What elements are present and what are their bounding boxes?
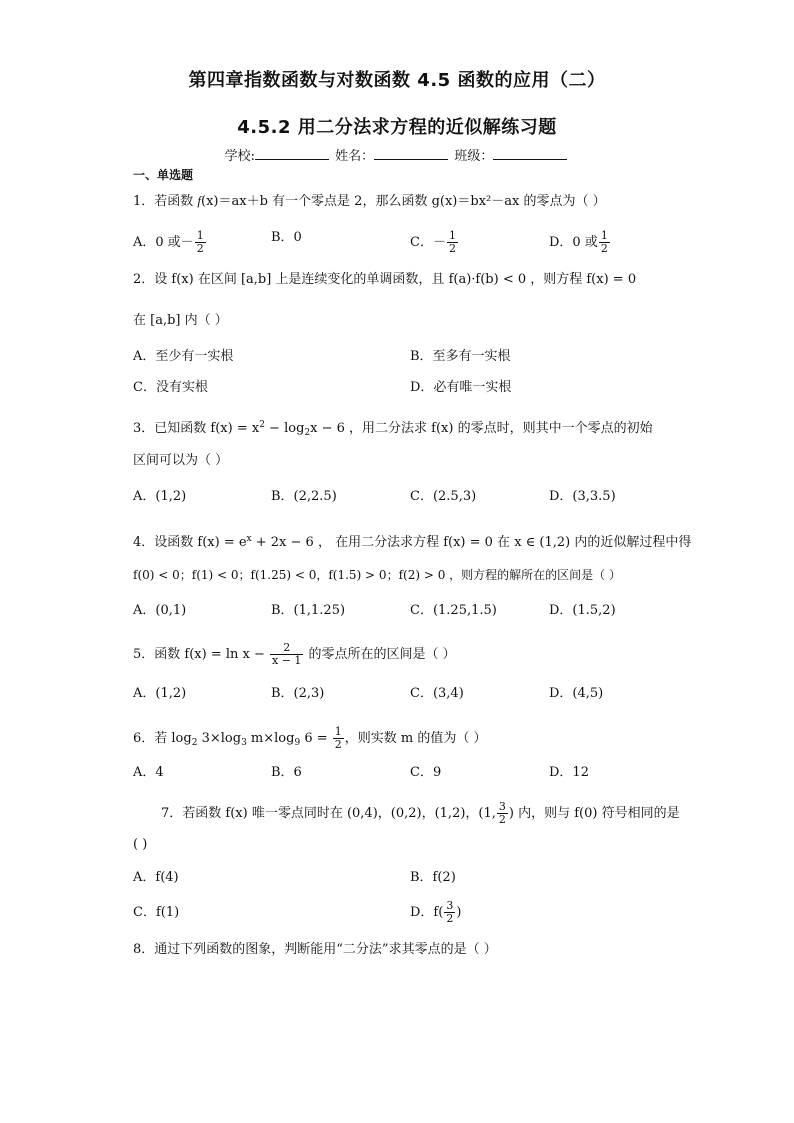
question-2-option-c[interactable]: C．没有实根 bbox=[133, 380, 208, 395]
school-blank[interactable] bbox=[255, 147, 329, 160]
question-4-option-a[interactable]: A．(0,1) bbox=[133, 603, 187, 618]
question-1-option-b[interactable]: B．0 bbox=[271, 230, 302, 245]
question-5-option-b[interactable]: B．(2,3) bbox=[271, 686, 325, 701]
question-4-option-b[interactable]: B．(1,1.25) bbox=[271, 603, 346, 618]
question-1-stem: 1．若函数 f(x)＝ax＋b 有一个零点是 2，那么函数 g(x)＝bx²－ax 的零点为（ ） bbox=[133, 193, 606, 209]
fraction: $\frac{3}{2}$ bbox=[446, 899, 454, 925]
question-3-option-d[interactable]: D．(3,3.5) bbox=[549, 489, 616, 504]
school-label: 学校: bbox=[224, 149, 256, 164]
question-6-option-d[interactable]: D．12 bbox=[549, 765, 589, 780]
name-blank[interactable] bbox=[374, 147, 448, 160]
question-1-option-d[interactable]: D．0 或 $\frac{1}{2}$ bbox=[549, 229, 608, 255]
question-2-option-b[interactable]: B．至多有一实根 bbox=[410, 349, 511, 364]
question-6-option-a[interactable]: A．4 bbox=[133, 765, 164, 780]
question-7-option-c[interactable]: C．f(1) bbox=[133, 905, 180, 920]
question-3-option-a[interactable]: A．(1,2) bbox=[133, 489, 187, 504]
question-7-stem: 7．若函数 f(x) 唯一零点同时在 (0,4)，(0,2)，(1,2)，(1, $\frac{3}{2}$ ) 内，则与 f(0) 符号相同的是 bbox=[161, 800, 680, 826]
question-2-stem: 2．设 f(x) 在区间 [a,b] 上是连续变化的单调函数，且 f(a)·f(b) < 0 ，则方程 f(x) = 0 bbox=[133, 272, 637, 287]
question-1-option-c[interactable]: C．－ $\frac{1}{2}$ bbox=[410, 229, 456, 255]
question-7-stem-cont: ( ) bbox=[133, 837, 148, 852]
question-7-option-b[interactable]: B．f(2) bbox=[410, 870, 456, 885]
class-blank[interactable] bbox=[493, 147, 567, 160]
question-6-option-b[interactable]: B．6 bbox=[271, 765, 302, 780]
fraction: $\frac{3}{2}$ bbox=[498, 800, 506, 826]
question-6-option-c[interactable]: C．9 bbox=[410, 765, 442, 780]
section-heading: 一、单选题 bbox=[133, 168, 194, 182]
fraction: $\frac{1}{2}$ bbox=[448, 229, 456, 255]
name-label: 姓名： bbox=[335, 149, 375, 164]
question-7-option-d[interactable]: D．f( $\frac{3}{2}$ ) bbox=[410, 899, 462, 925]
question-4-option-d[interactable]: D．(1.5,2) bbox=[549, 603, 616, 618]
question-2-option-d[interactable]: D．必有唯一实根 bbox=[410, 380, 512, 395]
worksheet-subtitle: 4.5.2 用二分法求方程的近似解练习题 bbox=[237, 117, 557, 138]
question-3-option-b[interactable]: B．(2,2.5) bbox=[271, 489, 337, 504]
question-4-stem-cont: f(0) < 0；f(1) < 0；f(1.25) < 0，f(1.5) > 0；f(2) > 0 ，则方程的解所在的区间是（ ） bbox=[133, 568, 621, 582]
question-4-option-c[interactable]: C．(1.25,1.5) bbox=[410, 603, 497, 618]
question-5-option-a[interactable]: A．(1,2) bbox=[133, 686, 187, 701]
question-3-stem-cont: 区间可以为（ ） bbox=[133, 453, 229, 468]
fraction: $\frac{1}{2}$ bbox=[196, 229, 204, 255]
question-3-option-c[interactable]: C．(2.5,3) bbox=[410, 489, 477, 504]
question-5-option-d[interactable]: D．(4,5) bbox=[549, 686, 604, 701]
question-5-stem: 5．函数 f(x) = ln x − $\frac{2}{x - 1}$ 的零点所在的区间是（ ） bbox=[133, 641, 456, 667]
fraction: $\frac{1}{2}$ bbox=[334, 725, 342, 751]
question-4-stem: 4．设函数 $f(x) = e^x + 2x - 6$ ， 在用二分法求方程 f(x) = 0 在 x ∈ (1,2) 内的近似解过程中得 bbox=[133, 534, 692, 550]
question-7-option-a[interactable]: A．f(4) bbox=[133, 870, 179, 885]
question-5-option-c[interactable]: C．(3,4) bbox=[410, 686, 464, 701]
question-3-stem: 3．已知函数 $f(x) = x^2 - \log_2x - 6$ ，用二分法求 f(x) 的零点时，则其中一个零点的初始 bbox=[133, 420, 653, 438]
class-label: 班级： bbox=[454, 149, 494, 164]
question-8-stem: 8．通过下列函数的图象，判断能用“二分法”求其零点的是（ ） bbox=[133, 942, 497, 957]
student-info-line bbox=[0, 145, 794, 164]
worksheet-title: 第四章指数函数与对数函数 4.5 函数的应用（二） bbox=[188, 70, 606, 91]
question-2-stem-cont: 在 [a,b] 内（ ） bbox=[133, 313, 228, 328]
fraction: $\frac{1}{2}$ bbox=[600, 229, 608, 255]
question-6-stem: 6．若 $\log_2 3\times\log_3$ $m\times\log_9$ 6 = $\frac{1}{2}$ ，则实数 m 的值为（ ） bbox=[133, 725, 487, 751]
question-2-option-a[interactable]: A．至少有一实根 bbox=[133, 349, 234, 364]
question-1-option-a[interactable]: A．0 或－ $\frac{1}{2}$ bbox=[133, 229, 204, 255]
fraction: $\frac{2}{x - 1}$ bbox=[272, 641, 302, 667]
